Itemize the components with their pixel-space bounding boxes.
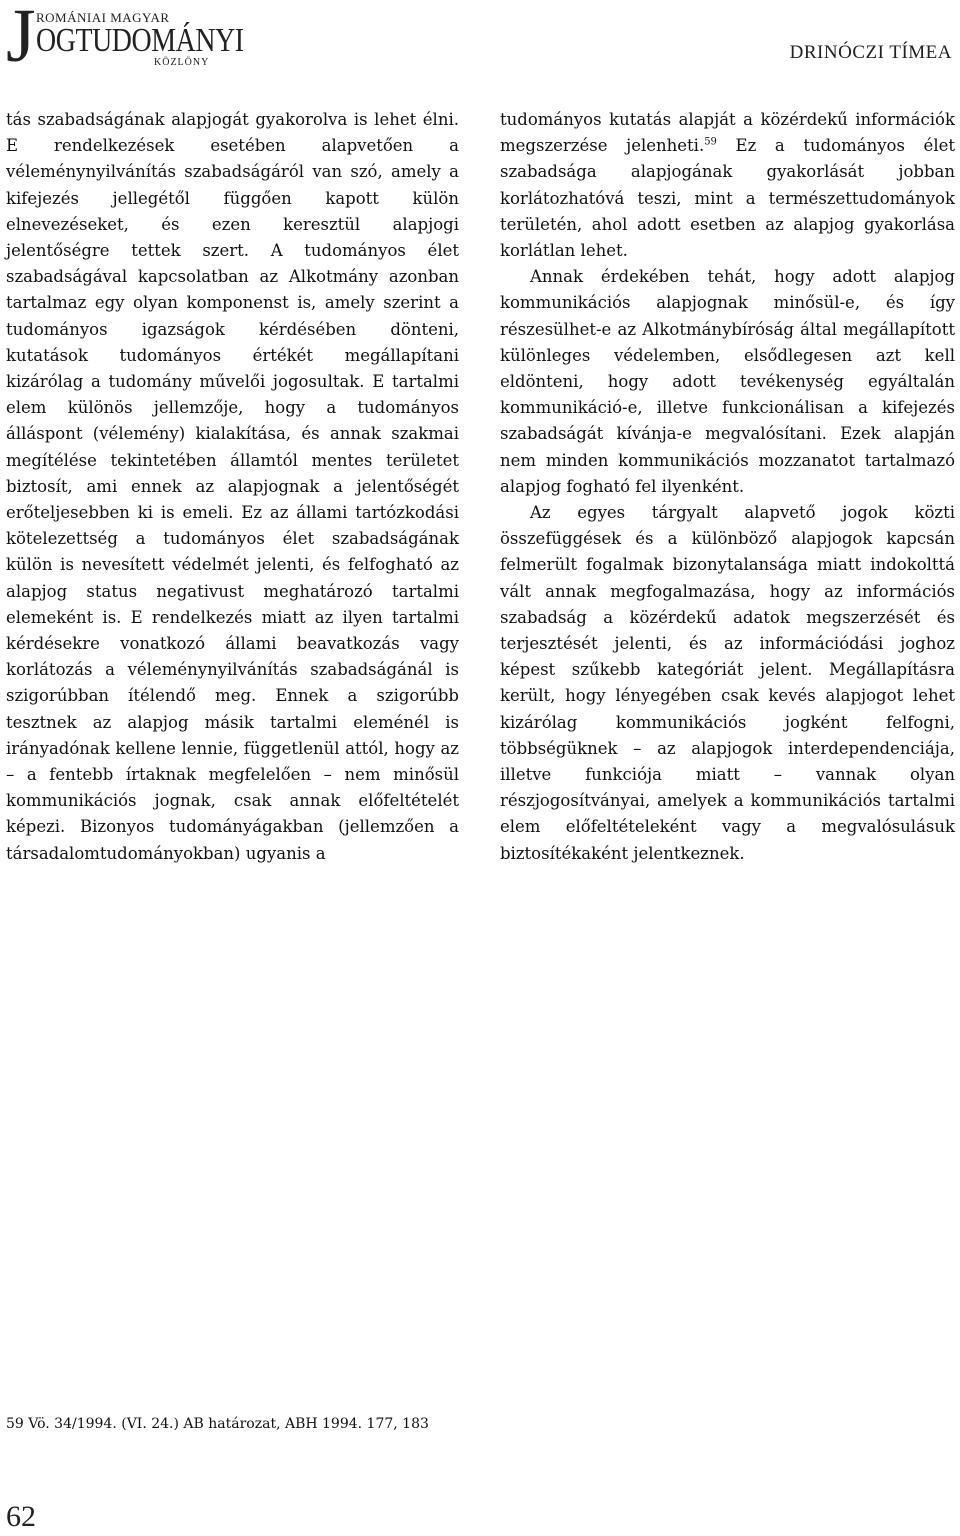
logo-line-top: ROMÁNIAI MAGYAR [36, 10, 170, 25]
journal-logo [6, 0, 244, 78]
left-column [6, 107, 459, 867]
page-number: 62 [6, 1500, 36, 1533]
right-paragraph-2: Annak érdekében tehát, hogy adott alapjog kommunikációs alapjognak minősül-e, és így részesülhet-e az Alkotmánybíróság által megállapított különleges védelemben, elsődlegesen azt kell eldönteni, hogy adott tevékenység egyáltalán kommunikáció-e, illetve funkcionálisan a kifejezés szabadságát kívánja-e megvalósítani. Ezek alapján nem minden kommunikációs mozzanatot tartalmazó alapjog fogható fel ilyenként. [500, 267, 955, 496]
left-paragraph: tás szabadságának alapjogát gyakorolva is lehet élni. E rendelkezések esetében alapvetően a véleménynyilvánítás szabadságáról van szó, amely a kifejezés jellegétől függően kapott külön elnevezéseket, és ezen keresztül alapjogi jelentőségre tettek szert. A tudományos élet szabadságával kapcsolatban az Alkotmány azonban tartalmaz egy olyan komponenst is, amely szerint a tudományos igazságok kérdésében dönteni, kutatások tudományos értékét megállapítani kizárólag a tudomány művelői jogosultak. E tartalmi elem különös jellemzője, hogy a tudományos álláspont (vélemény) kialakítása, és annak szakmai megítélése tekintetében államtól mentes területet biztosít, ami ennek az alapjognak a jelentőségét erőteljesebben ki is emeli. Ez az állami tartózkodási kötelezettség a tudományos élet szabadságának külön is nevesített védelmét jelenti, és felfogható az alapjog status negativust meghatározó tartalmi elemeként is. E rendelkezés miatt az ilyen tartalmi kérdésekre vonatkozó állami beavatkozás vagy korlátozás a véleménynyilvánítás szabadságánál is szigorúbban ítélendő meg. Ennek a szigorúbb tesztnek az alapjog másik tartalmi eleménél is irányadónak kellene lennie, függetlenül attól, hogy az – a fentebb írtaknak megfelelően – nem minősül kommunikációs jognak, csak annak előfeltételét képezi. Bizonyos tudományágakban (jellemzően a társadalomtudományokban) ugyanis a [6, 110, 459, 863]
right-column [500, 107, 955, 867]
logo-line-bottom: KÖZLÖNY [154, 57, 210, 68]
logo-line-mid: OGTUDOMÁNYI [36, 22, 244, 59]
right-paragraph-1 [500, 107, 955, 264]
running-header-author: DRINÓCZI TÍMEA [789, 42, 952, 63]
right-paragraph-3: Az egyes tárgyalt alapvető jogok közti összefüggések és a különböző alapjogok kapcsán felmerült fogalmak bizonytalansága miatt indokolttá vált annak megfogalmazása, hogy az információs szabadság a közérdekű adatok megszerzését és terjesztését jelenti, és az információdási joghoz képest szűkebb kategóriát jelent. Megállapításra került, hogy lényegében csak kevés alapjogot lehet kizárólag kommunikációs jogként felfogni, többségüknek – az alapjogok interdependenciája, illetve funkciója miatt – vannak olyan részjogosítványai, amelyek a kommunikációs tartalmi elem előfeltételeként vagy a megvalósulásuk biztosítékaként jelentkeznek. [500, 503, 955, 863]
logo-letter-j: J [6, 0, 36, 78]
right-paragraph-1-text-a: tudományos kutatás alapját a közérdekű információk megszerzése jelenheti. [500, 110, 955, 156]
footnote-reference[interactable]: 59 [704, 136, 717, 148]
right-paragraph-1-text-b: Ez a tudományos élet szabadsága alapjogának gyakorlását jobban korlátozhatóvá teszi, mint a természettudományok területén, ahol adott esetben az alapjog gyakorlása korlátlan lehet. [500, 136, 955, 261]
footnote: 59 Vö. 34/1994. (VI. 24.) AB határozat, ABH 1994. 177, 183 [6, 1416, 429, 1432]
